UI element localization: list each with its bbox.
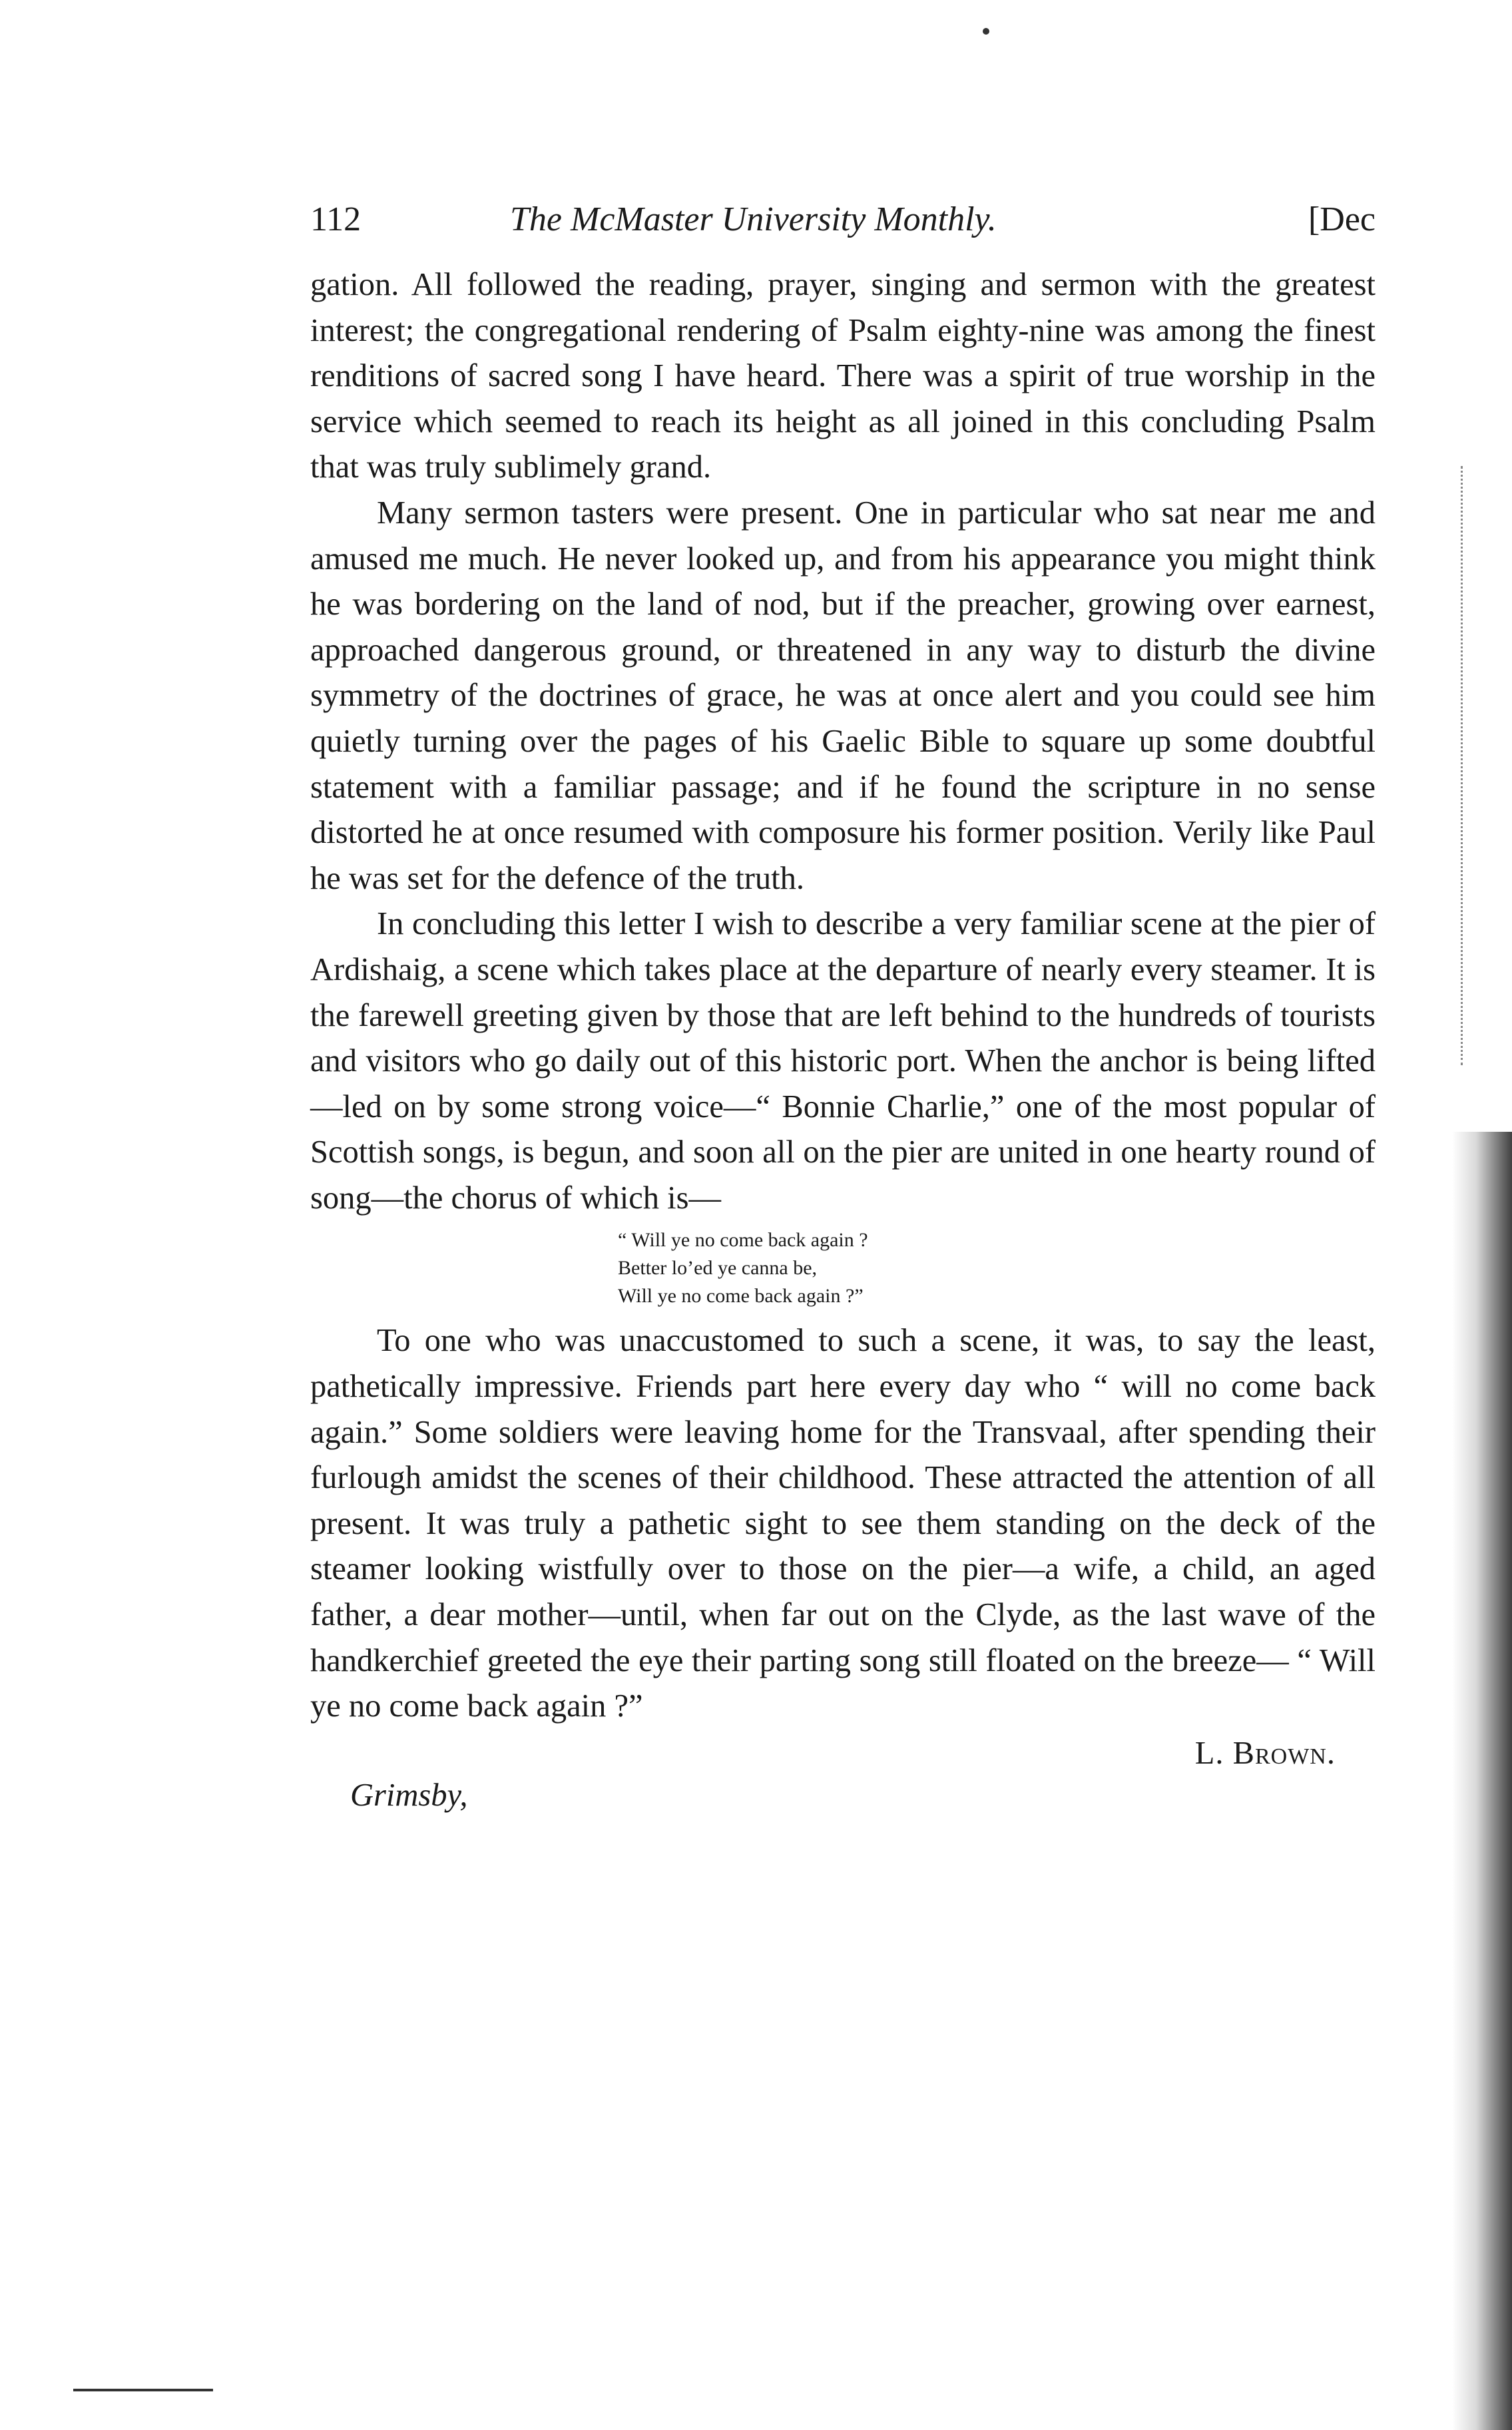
- verse-line: Better lo’ed ye canna be,: [618, 1257, 818, 1280]
- article-body: [310, 262, 1376, 1730]
- running-header: [310, 200, 1376, 246]
- verse-line: “ Will ye no come back again ?: [618, 1229, 868, 1252]
- scan-edge-dots: [1461, 466, 1465, 1065]
- verse-line: Will ye no come back again ?”: [618, 1285, 864, 1308]
- journal-title: The McMaster University Monthly.: [510, 200, 997, 238]
- paragraph: gation. All followed the reading, prayer, singing and sermon with the greatest interest; the congregational rendering of Psalm eighty-nine was among the finest renditions of sacred song I have heard. There was a spirit of true worship in the service which seemed to reach its height as all joined in this concluding Psalm that was truly sublimely grand.: [310, 267, 1376, 485]
- author-signature: [310, 1735, 1376, 1772]
- footer-rule: [73, 2389, 213, 2391]
- author-initial: L.: [1194, 1735, 1224, 1771]
- scan-mark: [983, 28, 989, 35]
- scan-edge-shadow: [1452, 1132, 1512, 2430]
- page-number: 112: [310, 200, 362, 238]
- issue-month: [Dec: [1308, 200, 1376, 238]
- dateline-place: Grimsby,: [350, 1777, 468, 1813]
- paragraph: Many sermon tasters were present. One in particular who sat near me and amused me much. He never looked up, and from his appearance you might think he was bordering on the land of nod, but if the preacher, growing over earnest, approached dangerous ground, or threatened in any way to disturb the divine symmetry of the doctrines of grace, he was at once alert and you could see him quietly turning over the pages of his Gaelic Bible to square up some doubtful statement with a familiar passage; and if he found the scripture in no sense distorted he at once resumed with composure his former position. Verily like Paul he was set for the defence of the truth.: [310, 495, 1376, 896]
- author-surname: Brown.: [1232, 1735, 1336, 1771]
- paragraph: In concluding this letter I wish to describe a very familiar scene at the pier of Ardishaig, a scene which takes place at the departure of nearly every steamer. It is the farewell greeting given by those that are left behind to the hundreds of tourists and visitors who go daily out of this historic port. When the anchor is being lifted—led on by some strong voice—“ Bonnie Charlie,” one of the most popular of Scottish songs, is begun, and soon all on the pier are united in one hearty round of song—the chorus of which is—: [310, 906, 1376, 1216]
- document-page: [310, 200, 1376, 1814]
- song-chorus: [618, 1226, 1376, 1310]
- paragraph: To one who was unaccustomed to such a scene, it was, to say the least, pathetically impressive. Friends part here every day who “ will no come back again.” Some soldiers were leaving home for the Transvaal, after spending their furlough amidst the scenes of their childhood. These attracted the attention of all present. It was truly a pathetic sight to see them standing on the deck of the steamer looking wistfully over to those on the pier—a wife, a child, an aged father, a dear mother—until, when far out on the Clyde, as the last wave of the handkerchief greeted the eye their parting song still floated on the breeze— “ Will ye no come back again ?”: [310, 1323, 1376, 1724]
